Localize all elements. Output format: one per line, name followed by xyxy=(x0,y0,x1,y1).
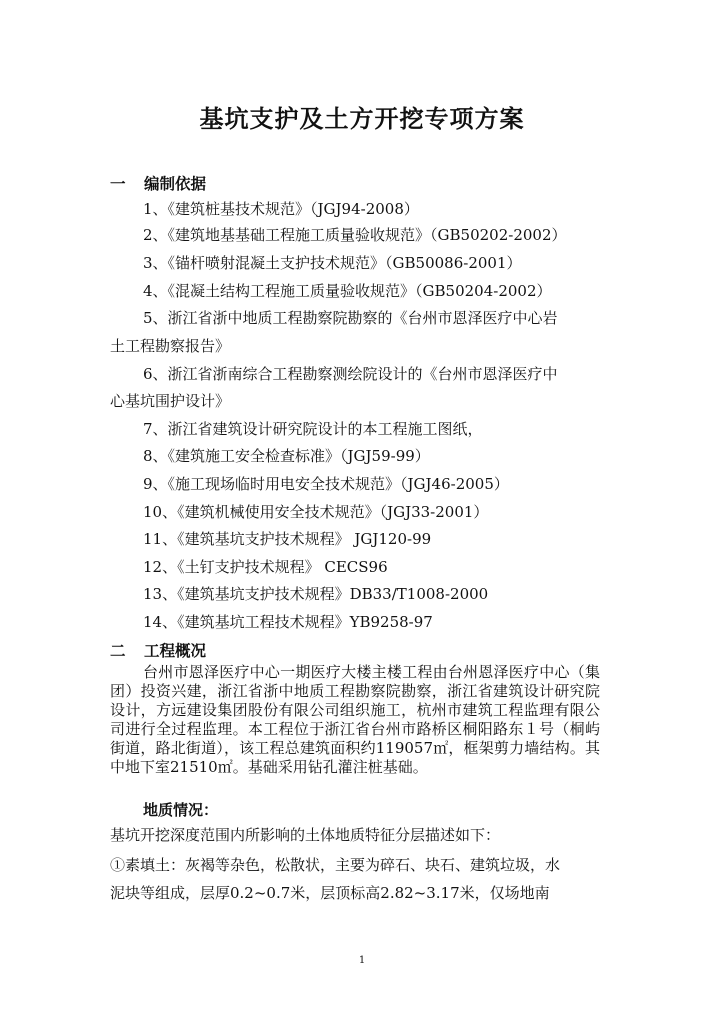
geology-layer-1-line-2: 泥块等组成，层厚0.2~0.7米，层顶标高2.82~3.17米，仅场地南 xyxy=(110,884,550,902)
basis-item-14: 14、《建筑基坑工程技术规程》YB9258-97 xyxy=(143,613,433,631)
section-title: 编制依据 xyxy=(144,175,207,193)
section-number: 一 xyxy=(110,175,126,193)
geology-intro: 基坑开挖深度范围内所影响的土体地质特征分层描述如下： xyxy=(110,826,501,844)
basis-item-3: 3、《锚杆喷射混凝土支护技术规范》（GB50086-2001） xyxy=(143,254,522,272)
basis-item-11: 11、《建筑基坑支护技术规程》 JGJ120-99 xyxy=(143,530,432,548)
page-number: 1 xyxy=(358,955,366,966)
section-heading-overview xyxy=(110,639,206,661)
basis-item-7: 7、浙江省建筑设计研究院设计的本工程施工图纸， xyxy=(143,420,483,438)
geology-layer-1-line-1: ①素填土：灰褐等杂色，松散状，主要为碎石、块石、建筑垃圾，水 xyxy=(110,856,561,874)
basis-item-13: 13、《建筑基坑支护技术规程》DB33/T1008-2000 xyxy=(143,585,489,603)
basis-item-2: 2、《建筑地基基础工程施工质量验收规范》（GB50202-2002） xyxy=(143,226,567,244)
basis-item-10: 10、《建筑机械使用安全技术规范》（JGJ33-2001） xyxy=(143,503,489,521)
overview-paragraph: 台州市恩泽医疗中心一期医疗大楼主楼工程由台州恩泽医疗中心（集团）投资兴建，浙江省浙中地质工程勘察院勘察，浙江省建筑设计研究院设计，方远建设集团股份有限公司组织施工，杭州市建筑工程监理有限公司进行全过程监理。本工程位于浙江省台州市路桥区桐阳路东１号（桐屿街道，路北街道），该工程总建筑面积约119057㎡，框架剪力墙结构。其中地下室21510㎡。基础采用钻孔灌注桩基础。 xyxy=(110,663,600,776)
basis-item-6: 6、浙江省浙南综合工程勘察测绘院设计的《台州市恩泽医疗中 xyxy=(143,365,558,383)
basis-item-8: 8、《建筑施工安全检查标准》（JGJ59-99） xyxy=(143,447,430,465)
section-heading-basis xyxy=(110,172,206,194)
basis-item-4: 4、《混凝土结构工程施工质量验收规范》（GB50204-2002） xyxy=(143,282,552,300)
basis-item-1: 1、《建筑桩基技术规范》（JGJ94-2008） xyxy=(143,200,419,218)
basis-item-6-cont: 心基坑围护设计》 xyxy=(110,392,231,410)
section-number: 二 xyxy=(110,642,126,660)
basis-item-5-cont: 土工程勘察报告》 xyxy=(110,337,231,355)
basis-item-9: 9、《施工现场临时用电安全技术规范》（JGJ46-2005） xyxy=(143,475,509,493)
basis-item-5: 5、浙江省浙中地质工程勘察院勘察的《台州市恩泽医疗中心岩 xyxy=(143,309,558,327)
geology-heading: 地质情况： xyxy=(143,801,219,819)
document-title: 基坑支护及土方开挖专项方案 xyxy=(199,105,525,133)
section-title: 工程概况 xyxy=(144,642,207,660)
basis-item-12: 12、《土钉支护技术规程》 CECS96 xyxy=(143,558,388,576)
